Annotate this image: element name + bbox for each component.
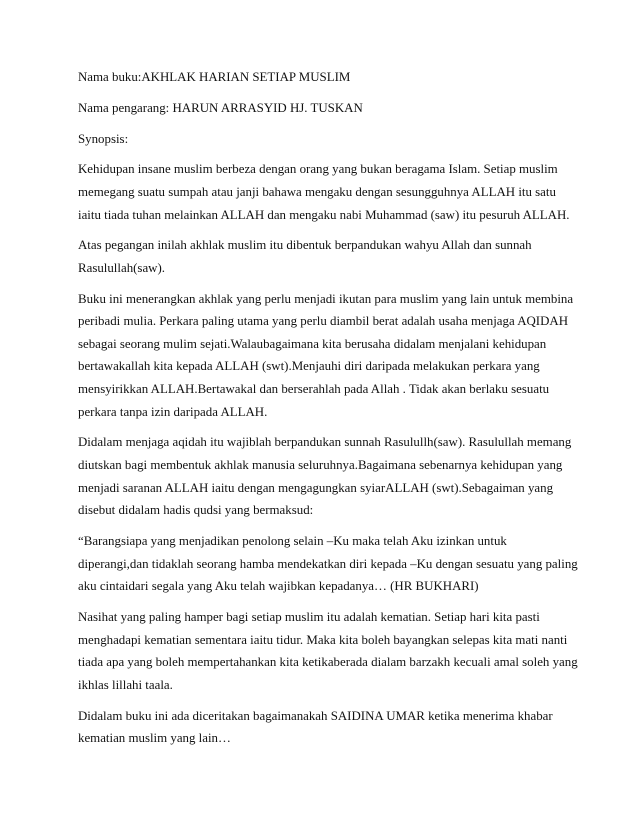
paragraph-5 (78, 234, 564, 279)
paragraph-4 (78, 158, 570, 226)
text-line: sebagai seorang mulim sejati.Walaubagaimana kita berusaha didalam menjalani kehidupan (78, 336, 547, 351)
paragraph-3 (78, 128, 564, 151)
text-line: iaitu tiada tuhan melainkan ALLAH dan mengaku nabi Muhammad (saw) itu pesuruh ALLAH. (78, 207, 570, 222)
text-line: Nama buku:AKHLAK HARIAN SETIAP MUSLIM (78, 70, 351, 84)
text-line: perkara tanpa izin daripada ALLAH. (78, 404, 268, 419)
document-page (78, 66, 578, 758)
text-line: Buku ini menerangkan akhlak yang perlu menjadi ikutan para muslim yang lain untuk membina (78, 291, 574, 306)
text-line: mensyirikkan ALLAH.Bertawakal dan berserahlah pada Allah . Tidak akan berlaku sesuatu (78, 382, 550, 397)
text-line: diperangi,dan tidaklah seorang hamba mendekatkan diri kepada –Ku dengan sesuatu yang paling (78, 556, 578, 571)
text-line: ikhlas lillahi taala. (78, 677, 173, 692)
paragraph-9 (78, 606, 578, 696)
text-line: Nama pengarang: HARUN ARRASYID HJ. TUSKAN (78, 100, 363, 115)
paragraph-7 (78, 431, 572, 521)
text-line: memegang suatu sumpah atau janji bahawa mengaku dengan sesungguhnya ALLAH itu satu (78, 184, 556, 199)
text-line: Atas pegangan inilah akhlak muslim itu dibentuk berpandukan wahyu Allah dan sunnah (78, 238, 532, 253)
paragraph-1 (78, 66, 564, 89)
text-line: tiada apa yang boleh mempertahankan kita ketikaberada dialam barzakh kecuali amal soleh yang (78, 655, 578, 670)
text-line: kematian muslim yang lain… (78, 731, 231, 746)
text-line: menghadapi kematian sementara iaitu tidur. Maka kita boleh bayangkan selepas kita mati nanti (78, 632, 568, 647)
text-line: menjadi saranan ALLAH iaitu dengan mengagungkan syiarALLAH (swt).Sebagaiman yang (78, 480, 554, 495)
paragraph-6 (78, 288, 574, 424)
text-line: aku cintaidari segala yang Aku telah wajibkan kepadanya… (HR BUKHARI) (78, 579, 479, 594)
paragraph-8 (78, 530, 578, 598)
text-line: Synopsis: (78, 131, 129, 146)
text-line: Didalam menjaga aqidah itu wajiblah berpandukan sunnah Rasulullh(saw). Rasulullah memang (78, 435, 572, 450)
text-line: disebut didalam hadis qudsi yang bermaksud: (78, 503, 314, 518)
text-line: Kehidupan insane muslim berbeza dengan orang yang bukan beragama Islam. Setiap muslim (78, 162, 558, 177)
text-line: diutskan bagi membentuk akhlak manusia seluruhnya.Bagaimana sebenarnya kehidupan yang (78, 458, 563, 473)
text-line: “Barangsiapa yang menjadikan penolong selain –Ku maka telah Aku izinkan untuk (78, 534, 507, 548)
paragraph-10 (78, 705, 564, 750)
text-line: Didalam buku ini ada diceritakan bagaimanakah SAIDINA UMAR ketika menerima khabar (78, 708, 553, 723)
text-line: bertawakallah kita kepada ALLAH (swt).Menjauhi diri daripada melakukan perkara yang (78, 359, 540, 374)
text-line: Nasihat yang paling hamper bagi setiap muslim itu adalah kematian. Setiap hari kita pasti (78, 609, 540, 624)
paragraph-2 (78, 97, 564, 120)
text-line: Rasulullah(saw). (78, 260, 165, 275)
text-line: peribadi mulia. Perkara paling utama yang perlu diambil berat adalah usaha menjaga AQIDAH (78, 314, 569, 329)
